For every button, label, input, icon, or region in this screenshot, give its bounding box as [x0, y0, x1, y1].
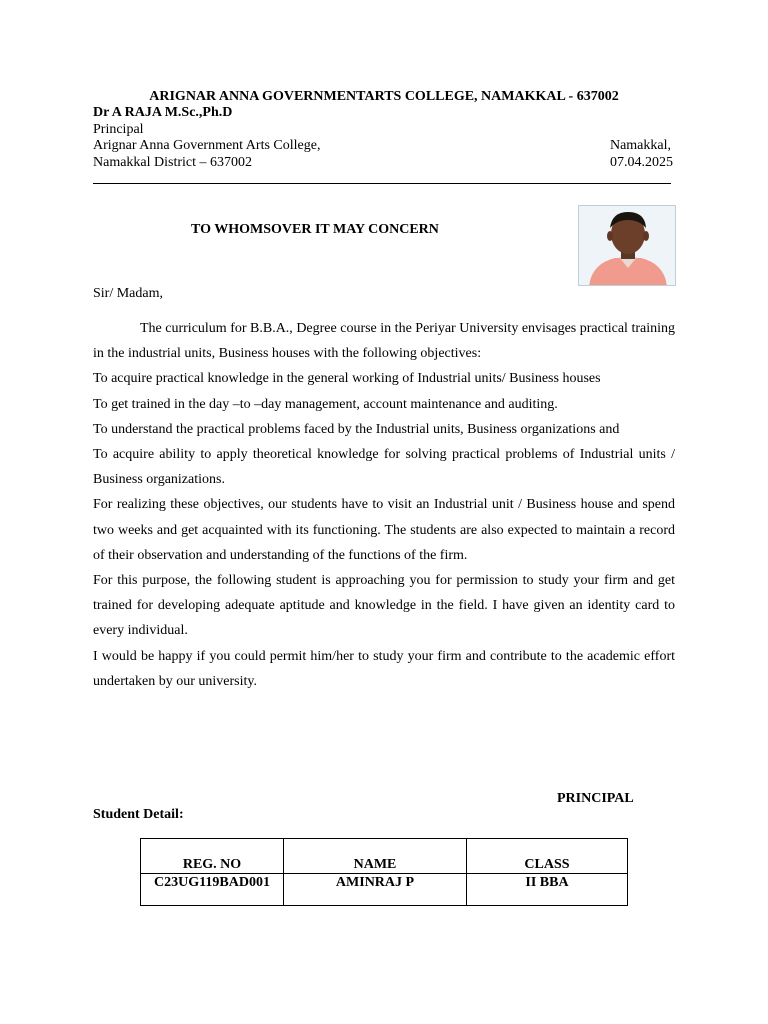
- cell-class: II BBA: [467, 874, 628, 906]
- principal-name: Dr A RAJA M.Sc.,Ph.D: [93, 105, 233, 120]
- letter-heading: TO WHOMSOVER IT MAY CONCERN: [191, 222, 439, 237]
- cell-name: AMINRAJ P: [284, 874, 467, 906]
- paragraph: To understand the practical problems faced by the Industrial units, Business organizations and: [93, 421, 620, 437]
- paragraph: To get trained in the day –to –day management, account maintenance and auditing.: [93, 396, 558, 412]
- paragraph: I would be happy if you could permit him/her to study your firm and contribute to the academic effort undertaken by our university.: [93, 648, 675, 689]
- table-row: [141, 874, 628, 906]
- letter-date: 07.04.2025: [610, 155, 673, 170]
- paragraph: The curriculum for B.B.A., Degree course in the Periyar University envisages practical training in the industrial units, Business houses with the following objectives:: [93, 321, 675, 362]
- letter-body: [93, 316, 675, 694]
- header-name: NAME: [284, 839, 467, 874]
- header-reg-no: REG. NO: [141, 839, 284, 874]
- table-header-row: [141, 839, 628, 874]
- paragraph: For realizing these objectives, our students have to visit an Industrial unit / Business house and spend two weeks and get acquainted with its functioning. The students are also expected to maintain a record of their observation and understanding of the functions of the firm.: [93, 497, 675, 563]
- address-row-2: [93, 154, 673, 171]
- designation: Principal: [93, 122, 144, 137]
- paragraph: To acquire practical knowledge in the general working of Industrial units/ Business houses: [93, 371, 601, 387]
- address-line-1: Arignar Anna Government Arts College,: [93, 138, 321, 153]
- address-row-1: [93, 137, 673, 154]
- student-photo-icon: [579, 206, 676, 286]
- college-name: ARIGNAR ANNA GOVERNMENTARTS COLLEGE, NAMAKKAL - 637002: [149, 89, 619, 104]
- paragraph: For this purpose, the following student is approaching you for permission to study your firm and get trained for developing adequate aptitude and knowledge in the field. I have given an identity card to every individual.: [93, 573, 675, 639]
- student-detail-label: Student Detail:: [93, 807, 184, 822]
- student-photo: [578, 205, 676, 286]
- header-class: CLASS: [467, 839, 628, 874]
- cell-reg-no: C23UG119BAD001: [141, 874, 284, 906]
- signature-principal: PRINCIPAL: [557, 791, 634, 806]
- place: Namakkal,: [609, 138, 671, 153]
- address-line-2: Namakkal District – 637002: [93, 155, 253, 170]
- header-divider: [93, 183, 671, 184]
- student-table: [140, 838, 628, 906]
- paragraph: To acquire ability to apply theoretical knowledge for solving practical problems of Industrial units / Business organizations.: [93, 447, 675, 488]
- salutation: Sir/ Madam,: [93, 286, 163, 301]
